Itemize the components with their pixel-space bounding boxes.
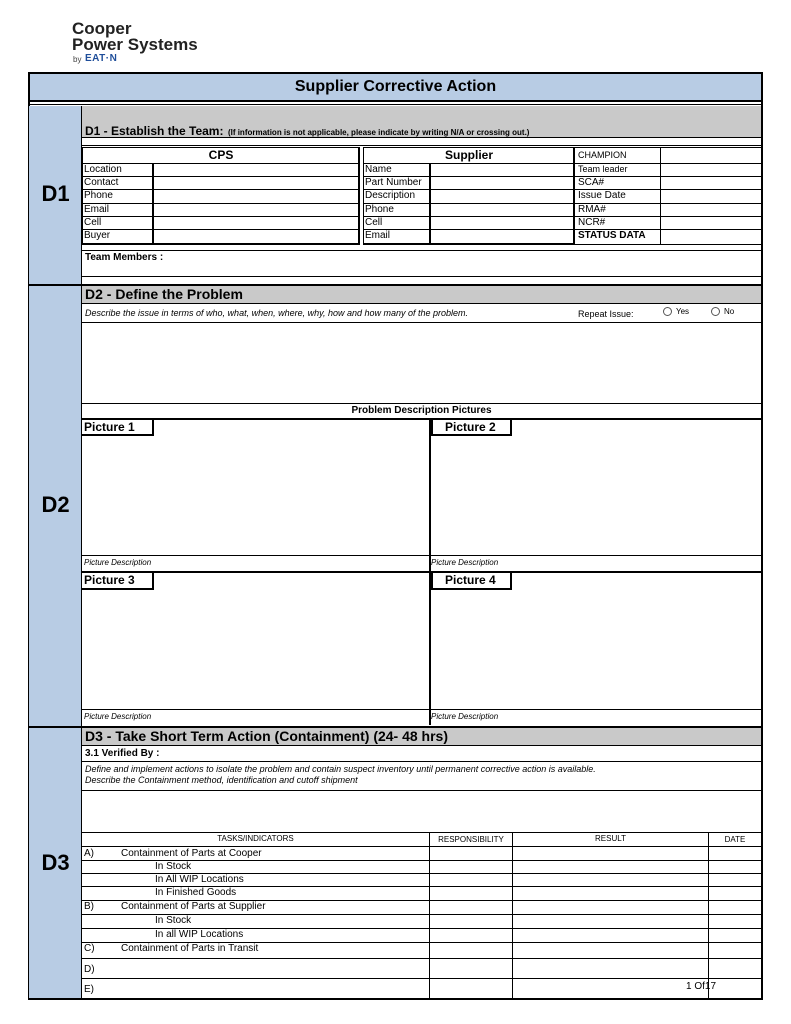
task-result-input[interactable]	[514, 915, 707, 926]
cps-field-input[interactable]	[155, 164, 358, 175]
d2-heading: D2 - Define the Problem	[85, 286, 243, 302]
task-date-input[interactable]	[710, 848, 760, 859]
supplier-field-input[interactable]	[432, 177, 573, 188]
task-date-input[interactable]	[710, 887, 760, 898]
col-date: DATE	[724, 835, 746, 844]
task-letter: C)	[84, 943, 95, 954]
team-field-input[interactable]	[662, 190, 760, 201]
task-result-input[interactable]	[514, 874, 707, 885]
team-field-input[interactable]	[662, 177, 760, 188]
task-letter: B)	[84, 901, 94, 912]
picture-3-description: Picture Description	[84, 712, 152, 721]
cps-field-label: Location	[84, 164, 122, 175]
col-tasks: TASKS/INDICATORS	[217, 834, 294, 843]
verified-by-label: 3.1 Verified By :	[85, 748, 160, 759]
supplier-field-input[interactable]	[432, 204, 573, 215]
repeat-no-option[interactable]	[711, 307, 734, 316]
page-number: 1	[686, 981, 692, 992]
task-text: In Finished Goods	[155, 887, 237, 898]
cps-field-input[interactable]	[155, 190, 358, 201]
d2-label: D2	[41, 492, 70, 517]
task-responsibility-input[interactable]	[431, 887, 511, 898]
cps-field-label: Email	[84, 203, 110, 215]
supplier-field-input[interactable]	[432, 164, 573, 175]
d3-heading: D3 - Take Short Term Action (Containment) (24- 48 hrs)	[85, 728, 449, 744]
task-result-input[interactable]	[514, 861, 707, 872]
cps-field-label: Cell	[84, 216, 102, 228]
task-date-input[interactable]	[710, 901, 760, 912]
cps-field-input[interactable]	[155, 177, 358, 188]
supplier-field-label: Part Number	[365, 177, 422, 189]
task-text: Containment of Parts at Cooper	[121, 848, 262, 859]
task-result-input[interactable]	[514, 901, 707, 912]
team-field-input[interactable]	[662, 230, 760, 241]
d1-heading: D1 - Establish the Team:	[85, 124, 224, 138]
team-field-label: CHAMPION	[578, 150, 627, 160]
cps-field-input[interactable]	[155, 204, 358, 215]
cps-field-label: Buyer	[84, 230, 111, 241]
d3-label: D3	[41, 850, 70, 875]
task-responsibility-input[interactable]	[431, 929, 511, 940]
yes-label: Yes	[676, 307, 690, 316]
supplier-field-label: Description	[365, 190, 416, 202]
task-result-input[interactable]	[514, 943, 707, 954]
supplier-field-input[interactable]	[432, 217, 573, 228]
supplier-field-input[interactable]	[432, 230, 573, 241]
no-label: No	[724, 307, 735, 316]
team-field-input[interactable]	[662, 217, 760, 228]
d1-note: (If information is not applicable, please indicate by writing N/A or crossing out.)	[227, 128, 530, 137]
picture-2-description: Picture Description	[431, 558, 499, 567]
repeat-yes-option[interactable]	[663, 307, 689, 316]
task-letter: D)	[84, 964, 95, 975]
cps-field-label: Contact	[84, 177, 119, 189]
cps-field-input[interactable]	[155, 230, 358, 241]
team-field-label: SCA#	[578, 177, 605, 188]
picture-1-description: Picture Description	[84, 558, 152, 567]
task-text: In All WIP Locations	[155, 874, 244, 885]
supplier-header: Supplier	[444, 148, 493, 162]
task-responsibility-input[interactable]	[431, 959, 511, 970]
d1-heading-wrap	[85, 122, 529, 140]
supplier-field-label: Name	[365, 164, 392, 175]
task-date-input[interactable]	[710, 943, 760, 954]
repeat-issue-label: Repeat Issue:	[578, 309, 634, 319]
team-field-label: Issue Date	[578, 190, 626, 201]
team-field-label: RMA#	[578, 204, 606, 215]
task-date-input[interactable]	[710, 929, 760, 940]
task-text: In Stock	[155, 915, 192, 926]
cps-field-label: Phone	[84, 190, 113, 202]
picture-3-label: Picture 3	[82, 573, 154, 590]
task-date-input[interactable]	[710, 861, 760, 872]
task-responsibility-input[interactable]	[431, 979, 511, 990]
task-result-input[interactable]	[514, 959, 707, 970]
task-result-input[interactable]	[514, 929, 707, 940]
supplier-field-label: Email	[365, 230, 391, 241]
team-field-label: STATUS DATA	[578, 230, 646, 241]
logo-line-1: Cooper	[72, 19, 132, 38]
task-letter: E)	[84, 984, 94, 995]
picture-2-label: Picture 2	[431, 420, 512, 436]
d3-instruction-1: Define and implement actions to isolate the problem and contain suspect inventory until permanent corrective action is available.	[85, 764, 596, 774]
supplier-field-label: Phone	[365, 203, 394, 215]
picture-4-description: Picture Description	[431, 712, 499, 721]
col-result: RESULT	[595, 834, 626, 843]
task-text: Containment of Parts at Supplier	[121, 901, 266, 912]
task-responsibility-input[interactable]	[431, 848, 511, 859]
task-date-input[interactable]	[710, 959, 760, 970]
page-total: 17	[704, 981, 717, 992]
task-responsibility-input[interactable]	[431, 861, 511, 872]
supplier-field-input[interactable]	[432, 190, 573, 201]
task-result-input[interactable]	[514, 848, 707, 859]
logo-line-2: Power Systems	[72, 35, 198, 54]
cps-field-input[interactable]	[155, 217, 358, 228]
task-responsibility-input[interactable]	[431, 915, 511, 926]
team-members-label: Team Members :	[85, 252, 164, 263]
team-field-input[interactable]	[662, 150, 760, 161]
task-date-input[interactable]	[710, 915, 760, 926]
team-field-input[interactable]	[662, 204, 760, 215]
pictures-header: Problem Description Pictures	[351, 405, 492, 416]
task-result-input[interactable]	[514, 979, 707, 990]
form-title: Supplier Corrective Action	[294, 78, 497, 95]
cps-header: CPS	[208, 148, 234, 162]
task-text: Containment of Parts in Transit	[121, 943, 259, 954]
task-result-input[interactable]	[514, 887, 707, 898]
picture-1-label: Picture 1	[82, 420, 154, 436]
task-letter: A)	[84, 848, 94, 859]
d2-describe: Describe the issue in terms of who, what, when, where, why, how and how many of the problem.	[85, 308, 469, 318]
task-text: In Stock	[155, 861, 192, 872]
task-date-input[interactable]	[710, 874, 760, 885]
task-text: In all WIP Locations	[155, 929, 244, 940]
page-of-label: Of	[694, 981, 705, 992]
team-field-input[interactable]	[662, 164, 760, 175]
task-responsibility-input[interactable]	[431, 901, 511, 912]
logo-by: by	[73, 55, 82, 64]
company-logo	[72, 20, 232, 68]
picture-4-label: Picture 4	[431, 573, 512, 590]
d1-label: D1	[41, 181, 70, 206]
task-responsibility-input[interactable]	[431, 874, 511, 885]
problem-description-area[interactable]	[82, 323, 761, 403]
supplier-field-label: Cell	[365, 216, 383, 228]
d3-instruction-2: Describe the Containment method, identification and cutoff shipment	[85, 775, 358, 785]
no-radio[interactable]	[711, 307, 720, 316]
col-responsibility: RESPONSIBILITY	[438, 835, 504, 844]
yes-radio[interactable]	[663, 307, 672, 316]
team-field-label: NCR#	[578, 217, 606, 228]
task-responsibility-input[interactable]	[431, 943, 511, 954]
team-field-label: Team leader	[578, 164, 628, 174]
page-indicator	[686, 981, 716, 992]
task-date-input[interactable]	[710, 979, 760, 990]
logo-brand: EAT·N	[85, 53, 118, 64]
